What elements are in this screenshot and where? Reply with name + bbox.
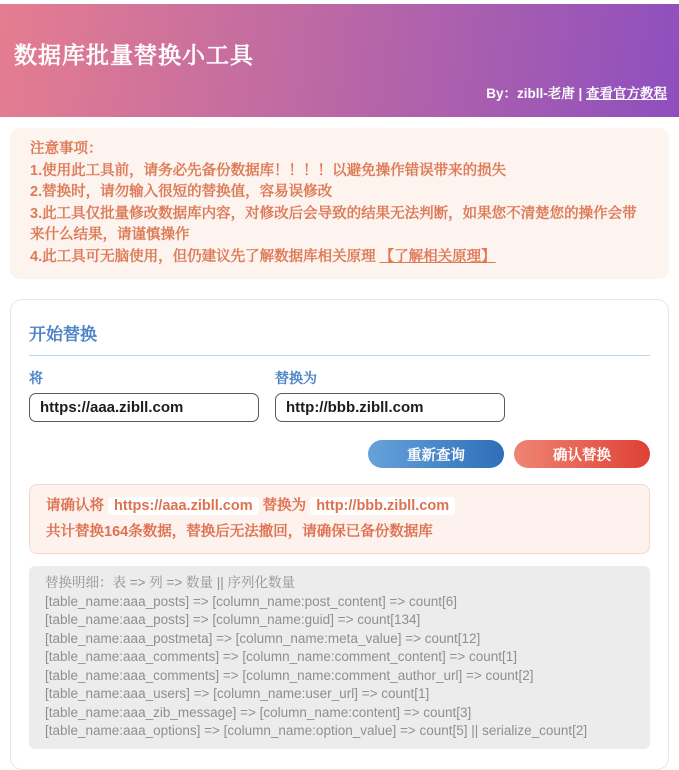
requery-button[interactable]: 重新查询 — [368, 440, 504, 468]
notice-title: 注意事项： — [30, 141, 103, 157]
confirm-box — [29, 484, 650, 554]
confirm-part1: 请确认将 — [46, 498, 104, 514]
from-field — [29, 368, 259, 422]
detail-row: [table_name:aaa_postmeta] => [column_name:meta_value] => count[12] — [45, 630, 481, 646]
detail-row: [table_name:aaa_options] => [column_name:option_value] => count[5] || serialize_count[2] — [45, 723, 588, 738]
confirm-replace-button[interactable]: 确认替换 — [514, 440, 650, 468]
official-tutorial-link[interactable]: 查看官方教程 — [586, 86, 667, 101]
byline-text: By：zibll-老唐 | — [486, 86, 586, 101]
detail-row: [table_name:aaa_users] => [column_name:user_url] => count[1] — [45, 686, 430, 701]
replace-card — [10, 299, 669, 770]
to-input[interactable] — [275, 393, 505, 422]
confirm-part2: 替换为 — [262, 498, 307, 514]
to-field — [275, 368, 505, 422]
confirm-summary: 共计替换164条数据，替换后无法撤回，请确保已备份数据库 — [46, 524, 433, 540]
details-box — [29, 566, 650, 749]
from-url-chip: https://aaa.zibll.com — [108, 497, 259, 515]
app-header — [0, 4, 679, 117]
from-label: 将 — [29, 370, 43, 386]
to-url-chip: http://bbb.zibll.com — [310, 497, 455, 515]
from-input[interactable] — [29, 393, 259, 422]
notice-line-2: 2.替换时，请勿输入很短的替换值，容易误修改 — [30, 184, 333, 200]
notice-box — [10, 128, 669, 279]
to-label: 替换为 — [275, 370, 317, 386]
section-title: 开始替换 — [29, 320, 650, 356]
page-title: 数据库批量替换小工具 — [14, 42, 254, 68]
confirm-line — [46, 493, 633, 519]
notice-line-1: 1.使用此工具前，请务必先备份数据库！！！！以避免操作错误带来的损失 — [30, 162, 507, 179]
detail-row: [table_name:aaa_comments] => [column_name:comment_author_url] => count[2] — [45, 667, 534, 683]
learn-principle-link[interactable]: 【了解相关原理】 — [379, 248, 496, 265]
notice-line-4-text: 4.此工具可无脑使用，但仍建议先了解数据库相关原理 — [30, 248, 376, 265]
detail-row: [table_name:aaa_comments] => [column_name:comment_content] => count[1] — [45, 649, 518, 664]
detail-row: [table_name:aaa_posts] => [column_name:guid] => count[134] — [45, 612, 421, 627]
replace-form — [29, 368, 650, 422]
detail-row: [table_name:aaa_zib_message] => [column_name:content] => count[3] — [45, 704, 472, 720]
details-header: 替换明细：表 => 列 => 数量 || 序列化数量 — [45, 575, 296, 590]
notice-line-4 — [30, 247, 649, 269]
button-row — [29, 440, 650, 468]
detail-row: [table_name:aaa_posts] => [column_name:post_content] => count[6] — [45, 593, 458, 609]
notice-line-3: 3.此工具仅批量修改数据库内容，对修改后会导致的结果无法判断，如果您不清楚您的操作会带来什么结果，请谨慎操作 — [30, 205, 637, 243]
byline — [486, 82, 667, 102]
